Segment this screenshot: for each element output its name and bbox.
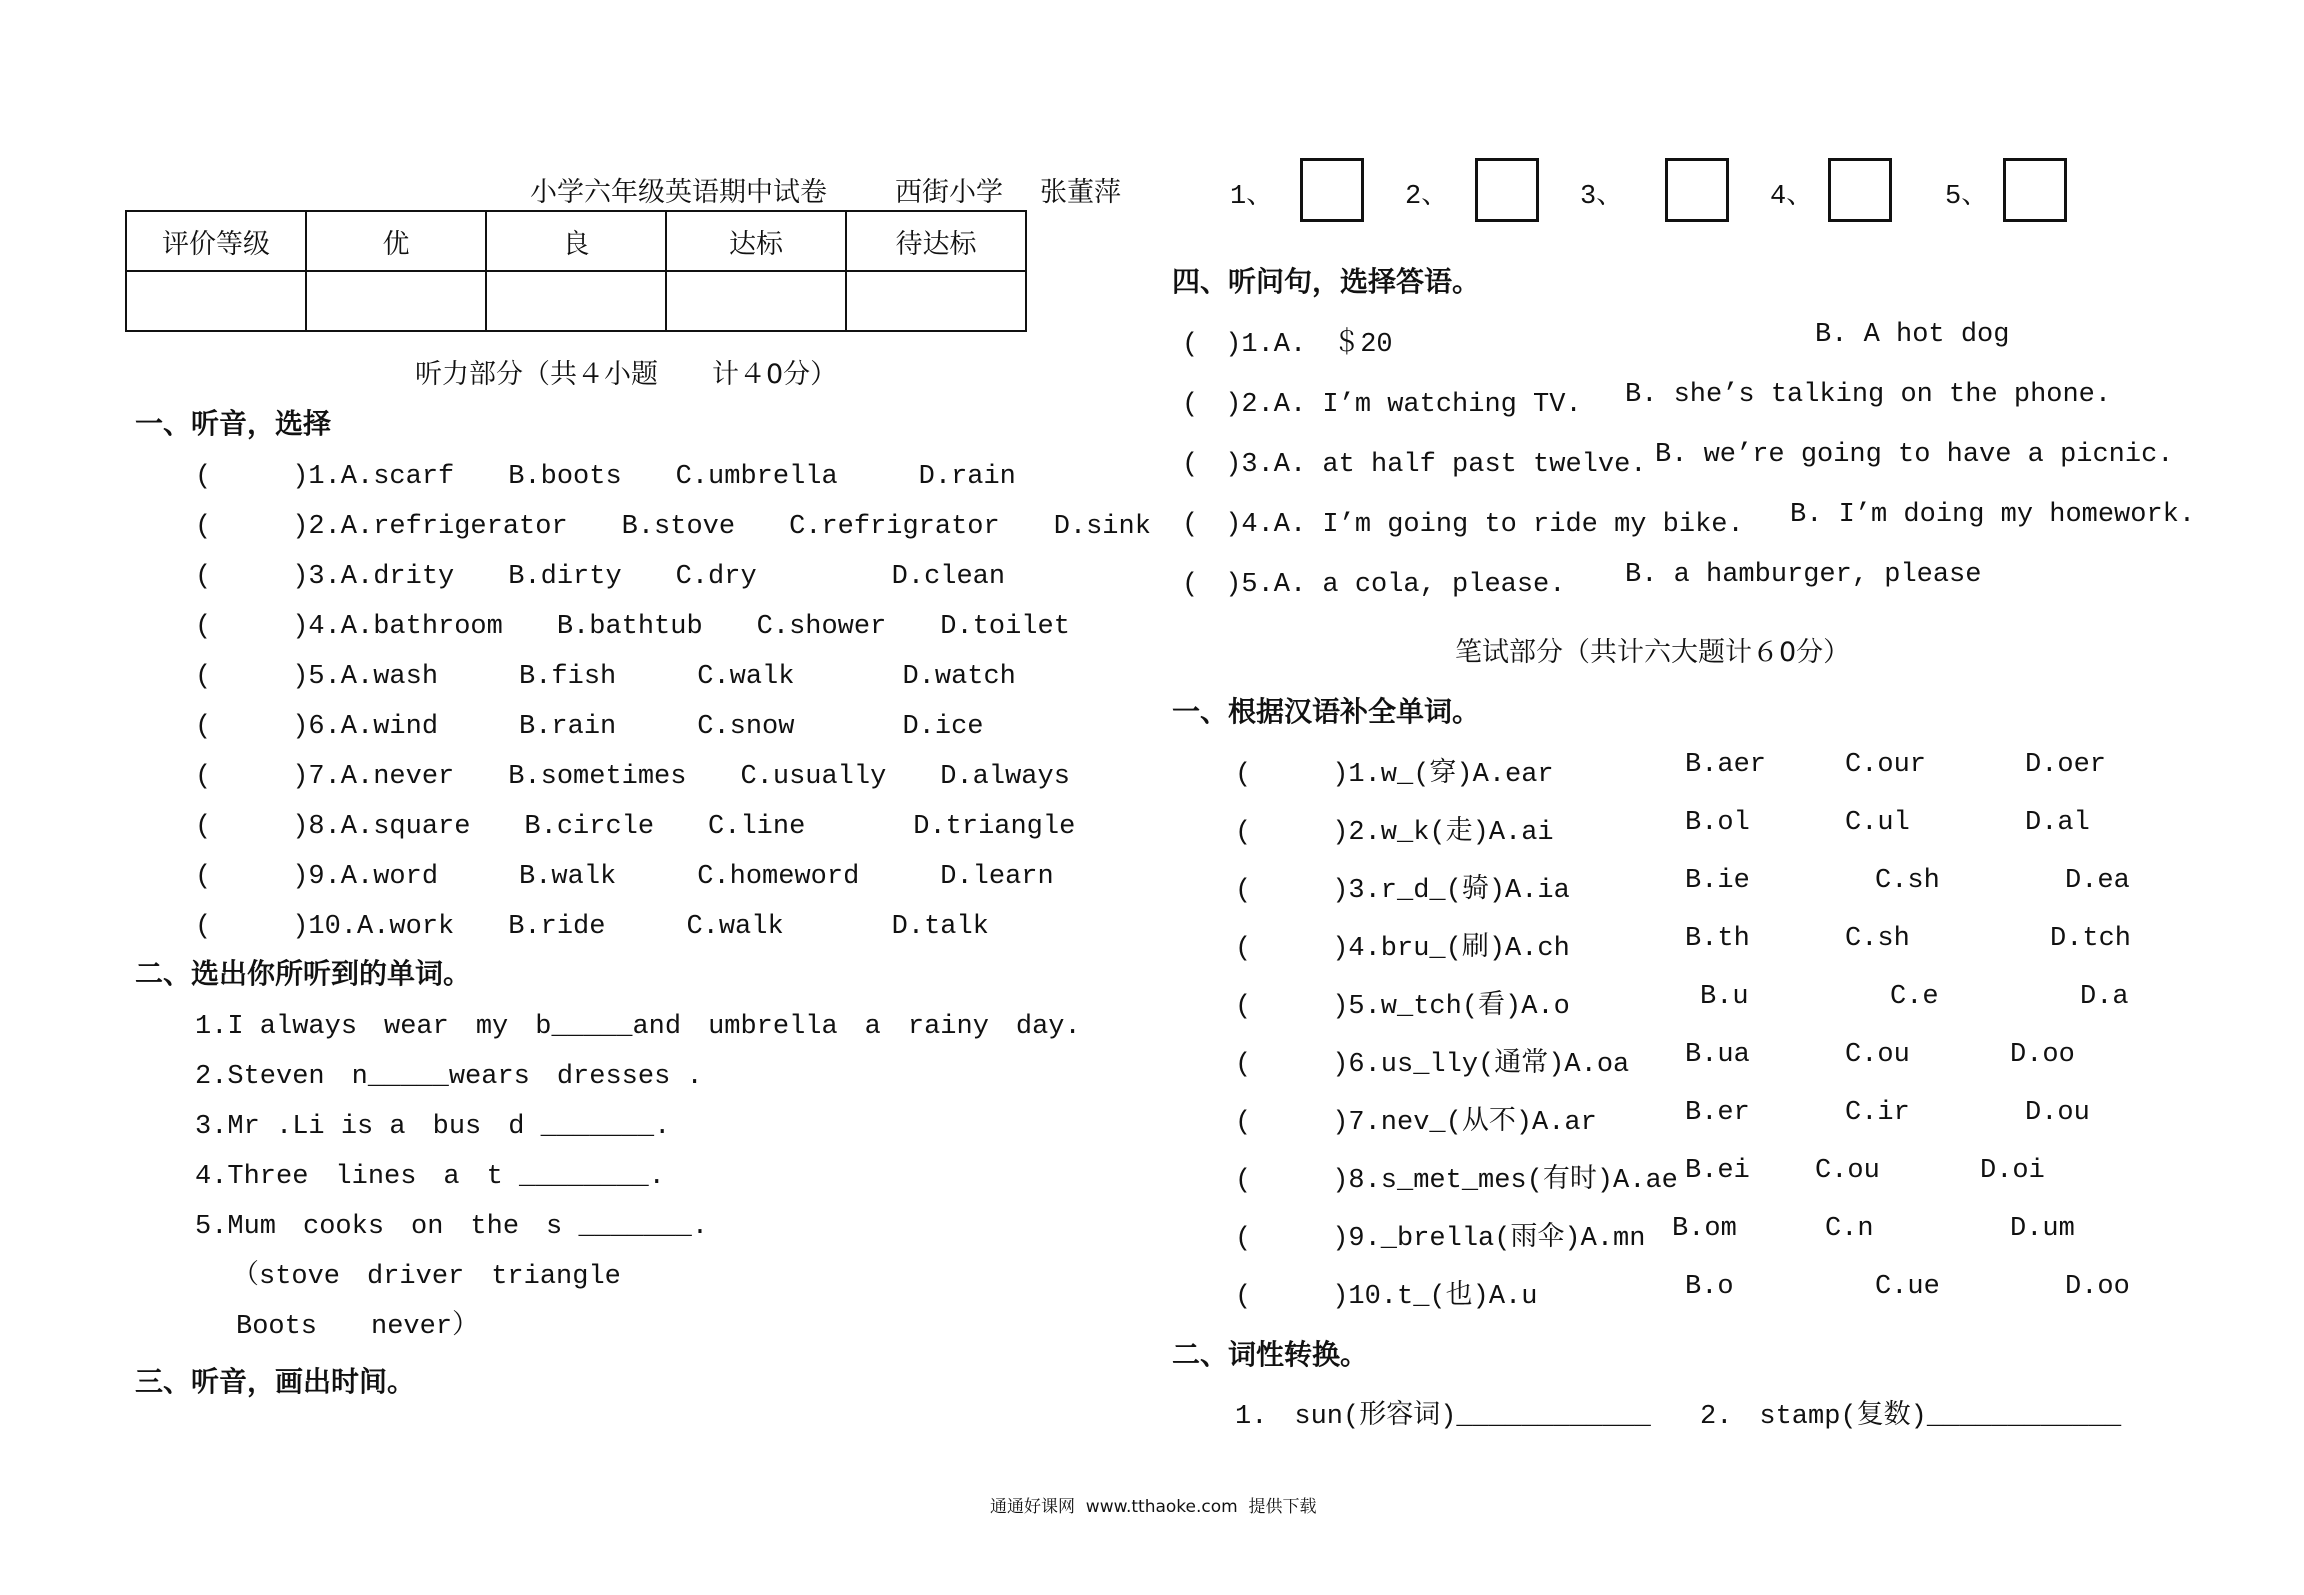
box-label: 1、: [1230, 182, 1274, 212]
box-label: 2、: [1405, 182, 1449, 212]
part2-title: 二、选出你所听到的单词。: [135, 957, 472, 990]
box-label: 3、: [1580, 182, 1624, 212]
list-item-option-b: B.u: [1700, 982, 1749, 1012]
grade-cell[interactable]: [486, 271, 666, 331]
written-section-title: 笔试部分（共计六大题计６0分）: [1455, 637, 1851, 668]
list-item-option-d: D.tch: [2050, 924, 2132, 954]
list-item-option-c: C.sh: [1845, 924, 1910, 954]
answer-box[interactable]: [1300, 158, 1364, 222]
w2-title: 二、词性转换。: [1172, 1338, 1369, 1371]
list-item: ( )9._brella(雨伞)A.mn: [1235, 1224, 1646, 1254]
list-item: ( )2.A.refrigerator B.stove C.refrigrator D.sink: [195, 512, 1151, 542]
box-label: 5、: [1945, 182, 1989, 212]
list-item-option-c: C.ou: [1815, 1156, 1880, 1186]
box-label: 4、: [1770, 182, 1814, 212]
grade-cell[interactable]: [126, 271, 306, 331]
answer-box[interactable]: [1828, 158, 1892, 222]
list-item: ( )5.A. a cola, please.: [1182, 570, 1566, 600]
list-item-option-d: D.oo: [2065, 1272, 2130, 1302]
grade-cell[interactable]: [666, 271, 846, 331]
grade-label-pass: 达标: [666, 211, 846, 271]
list-item: 2. stamp(复数)____________: [1700, 1402, 2122, 1432]
part1-title: 一、听音，选择: [135, 407, 332, 440]
part4-title: 四、听问句，选择答语。: [1172, 265, 1481, 298]
list-item: ( )5.A.wash B.fish C.walk D.watch: [195, 662, 1016, 692]
list-item-option-b: B.o: [1685, 1272, 1734, 1302]
list-item-option-b: B. A hot dog: [1815, 320, 2010, 350]
word-bank: （stove driver triangle: [232, 1262, 621, 1292]
list-item-option-b: B.ua: [1685, 1040, 1750, 1070]
footer-credit: 通通好课网 www.tthaoke.com 提供下载: [990, 1497, 1317, 1517]
grade-label-level: 评价等级: [126, 211, 306, 271]
list-item: ( )8.s_met_mes(有时)A.ae: [1235, 1166, 1678, 1196]
list-item: ( )3.A. at half past twelve.: [1182, 450, 1647, 480]
list-item: ( )5.w_tch(看)A.o: [1235, 992, 1570, 1022]
list-item-option-c: C.ou: [1845, 1040, 1910, 1070]
list-item-option-b: B.ie: [1685, 866, 1750, 896]
word-bank: Boots never）: [236, 1312, 480, 1342]
list-item-option-c: C.sh: [1875, 866, 1940, 896]
list-item: ( )2.w_k(走)A.ai: [1235, 818, 1554, 848]
list-item-option-d: D.al: [2025, 808, 2090, 838]
list-item-option-b: B.ei: [1685, 1156, 1750, 1186]
list-item-option-b: B. we’re going to have a picnic.: [1655, 440, 2174, 470]
list-item: 1.I always wear my b_____and umbrella a rainy day.: [195, 1012, 1081, 1042]
list-item: ( )3.A.drity B.dirty C.dry D.clean: [195, 562, 1006, 592]
list-item: ( )7.nev_(从不)A.ar: [1235, 1108, 1597, 1138]
author-name: 张董萍: [1040, 177, 1121, 208]
list-item-option-d: D.ou: [2025, 1098, 2090, 1128]
list-item: 2.Steven n_____wears dresses .: [195, 1062, 703, 1092]
list-item: ( )6.A.wind B.rain C.snow D.ice: [195, 712, 984, 742]
answer-box[interactable]: [2003, 158, 2067, 222]
list-item-option-c: C.ue: [1875, 1272, 1940, 1302]
w1-title: 一、根据汉语补全单词。: [1172, 695, 1481, 728]
list-item-option-b: B. I’m doing my homework.: [1790, 500, 2196, 530]
list-item-option-c: C.e: [1890, 982, 1939, 1012]
school-name: 西街小学: [895, 177, 1003, 208]
list-item-option-b: B. a hamburger, please: [1625, 560, 1982, 590]
list-item: ( )9.A.word B.walk C.homeword D.learn: [195, 862, 1054, 892]
grade-table: [125, 210, 1027, 332]
list-item: ( )1.A.scarf B.boots C.umbrella D.rain: [195, 462, 1016, 492]
list-item: ( )4.A. I’m going to ride my bike.: [1182, 510, 1744, 540]
list-item: 5.Mum cooks on the s _______.: [195, 1212, 709, 1242]
grade-cell[interactable]: [846, 271, 1026, 331]
answer-box[interactable]: [1475, 158, 1539, 222]
list-item: ( )10.t_(也)A.u: [1235, 1282, 1538, 1312]
list-item: ( )4.bru_(刷)A.ch: [1235, 934, 1570, 964]
list-item-option-c: C.ul: [1845, 808, 1910, 838]
list-item: ( )2.A. I’m watching TV.: [1182, 390, 1582, 420]
grade-cell[interactable]: [306, 271, 486, 331]
list-item: ( )10.A.work B.ride C.walk D.talk: [195, 912, 989, 942]
list-item-option-d: D.a: [2080, 982, 2129, 1012]
grade-label-below: 待达标: [846, 211, 1026, 271]
part3-title: 三、听音，画出时间。: [135, 1365, 416, 1398]
list-item-option-c: C.ir: [1845, 1098, 1910, 1128]
list-item: ( )3.r_d_(骑)A.ia: [1235, 876, 1570, 906]
list-item: ( )8.A.square B.circle C.line D.triangle: [195, 812, 1076, 842]
list-item-option-d: D.um: [2010, 1214, 2075, 1244]
list-item: ( )4.A.bathroom B.bathtub C.shower D.toilet: [195, 612, 1070, 642]
list-item: 1. sun(形容词)____________: [1235, 1402, 1651, 1432]
list-item-option-d: D.oi: [1980, 1156, 2045, 1186]
listening-section-title: 听力部分（共４小题 计４0分）: [415, 359, 838, 390]
list-item: 3.Mr .Li is a bus d _______.: [195, 1112, 671, 1142]
exam-title: 小学六年级英语期中试卷: [530, 177, 827, 208]
list-item: 4.Three lines a t ________.: [195, 1162, 665, 1192]
grade-label-excellent: 优: [306, 211, 486, 271]
list-item-option-d: D.ea: [2065, 866, 2130, 896]
list-item-option-c: C.our: [1845, 750, 1927, 780]
list-item-option-b: B.om: [1672, 1214, 1737, 1244]
list-item-option-b: B. she’s talking on the phone.: [1625, 380, 2112, 410]
grade-label-good: 良: [486, 211, 666, 271]
list-item-option-d: D.oo: [2010, 1040, 2075, 1070]
list-item: ( )1.A. ＄20: [1182, 330, 1393, 360]
list-item-option-b: B.ol: [1685, 808, 1750, 838]
list-item-option-b: B.er: [1685, 1098, 1750, 1128]
list-item: ( )1.w_(穿)A.ear: [1235, 760, 1554, 790]
list-item-option-c: C.n: [1825, 1214, 1874, 1244]
answer-box[interactable]: [1665, 158, 1729, 222]
list-item-option-d: D.oer: [2025, 750, 2107, 780]
list-item-option-b: B.aer: [1685, 750, 1767, 780]
list-item: ( )7.A.never B.sometimes C.usually D.always: [195, 762, 1070, 792]
list-item-option-b: B.th: [1685, 924, 1750, 954]
list-item: ( )6.us_lly(通常)A.oa: [1235, 1050, 1630, 1080]
